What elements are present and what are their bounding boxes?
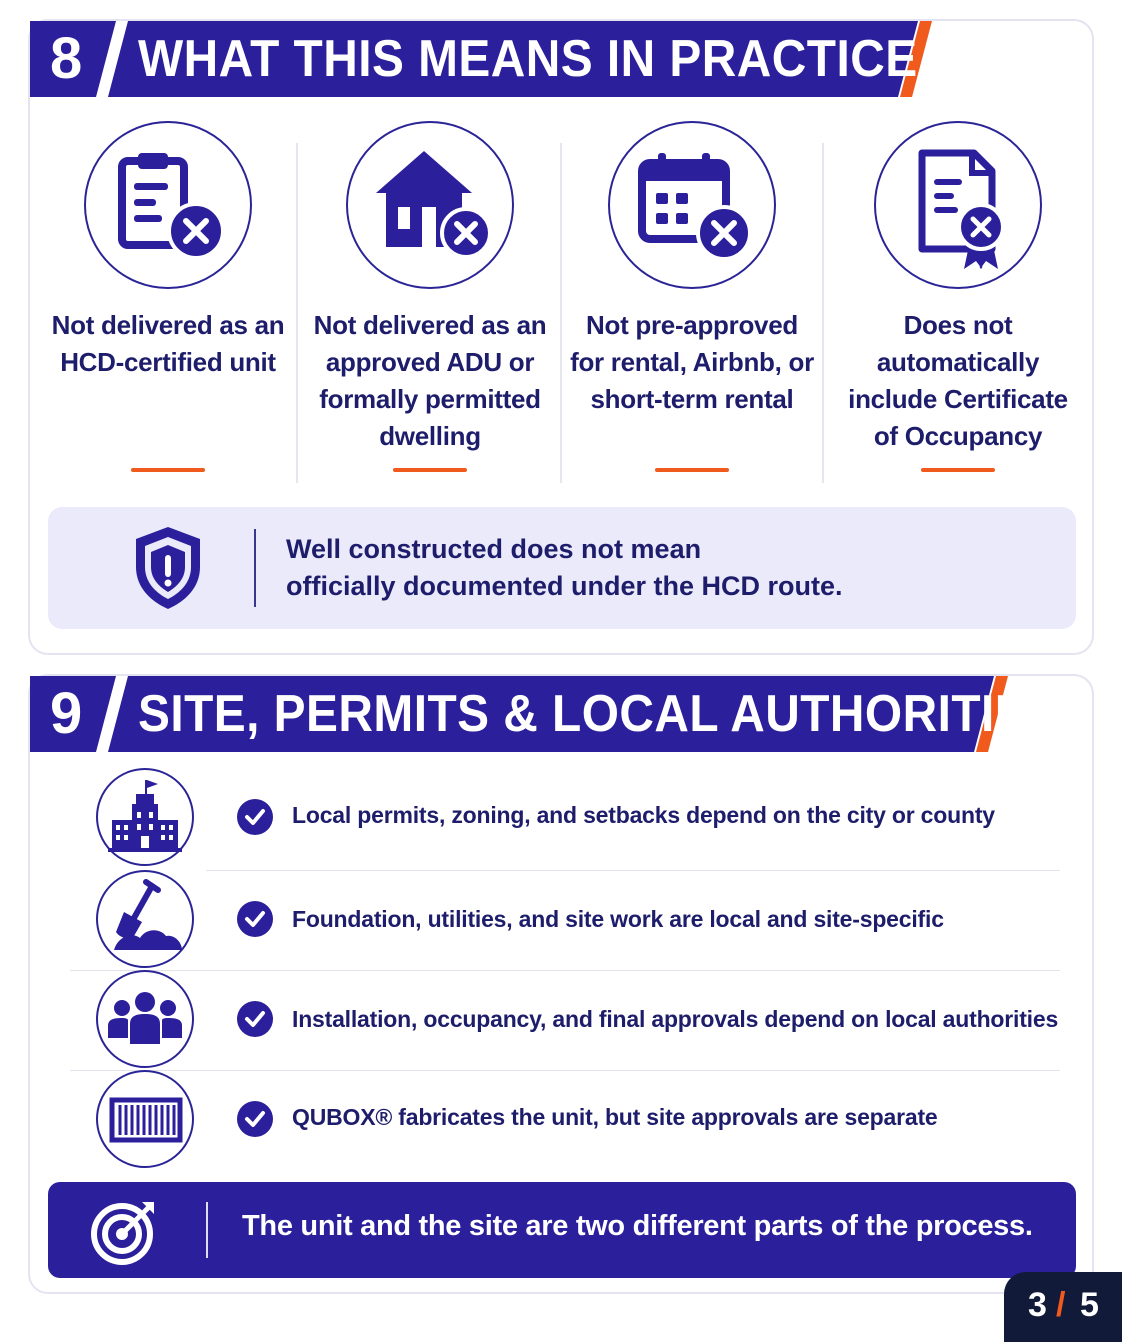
- practice-item-label: Not pre-approved for rental, Airbnb, or short-term rental: [570, 310, 814, 414]
- practice-item-rental: [560, 121, 824, 481]
- practice-item-label: Not delivered as an approved ADU or formally permitted dwelling: [313, 310, 547, 451]
- check-icon: [236, 1000, 274, 1038]
- clipboard-x-icon: [84, 121, 252, 289]
- section-9-header: [30, 676, 1060, 752]
- section-9-card: [28, 674, 1094, 1294]
- accent-dash: [393, 468, 467, 472]
- people-group-icon: [96, 970, 194, 1068]
- shovel-dirt-icon: [96, 870, 194, 968]
- page-current: 3: [1028, 1286, 1047, 1324]
- banner-text: The unit and the site are two different parts of the process.: [242, 1210, 1033, 1242]
- page-indicator: [1004, 1272, 1122, 1342]
- page-total: 5: [1080, 1286, 1099, 1324]
- check-icon: [236, 900, 274, 938]
- note-text: [286, 531, 1046, 605]
- practice-item-label: Does not automatically include Certificate of Occupancy: [848, 310, 1068, 451]
- note-separator: [254, 529, 256, 607]
- section-8-card: [28, 19, 1094, 655]
- practice-item-occupancy: [826, 121, 1090, 481]
- practice-item-label: Not delivered as an HCD-certified unit: [51, 310, 285, 377]
- check-icon: [236, 798, 274, 836]
- note-line-2: officially documented under the HCD route.: [286, 571, 843, 601]
- accent-dash: [131, 468, 205, 472]
- banner-separator: [206, 1202, 208, 1258]
- section-title: WHAT THIS MEANS IN PRACTICE: [138, 30, 918, 88]
- section-title: SITE, PERMITS & LOCAL AUTHORITIES: [138, 685, 1060, 743]
- site-item-text: Foundation, utilities, and site work are local and site-specific: [292, 906, 944, 932]
- section-8-header: [30, 21, 938, 97]
- check-icon: [236, 1100, 274, 1138]
- site-item-approvals: [30, 970, 1092, 1070]
- practice-item-hcd: [36, 121, 300, 481]
- calendar-x-icon: [608, 121, 776, 289]
- certificate-x-icon: [874, 121, 1042, 289]
- site-item-foundation: [30, 870, 1092, 970]
- house-x-icon: [346, 121, 514, 289]
- site-item-qubox: [30, 1070, 1092, 1170]
- practice-item-adu: [298, 121, 562, 481]
- accent-dash: [655, 468, 729, 472]
- shipping-container-icon: [96, 1070, 194, 1168]
- column-divider: [822, 143, 824, 483]
- site-item-text: Local permits, zoning, and setbacks depend on the city or county: [292, 802, 995, 828]
- site-item-text: Installation, occupancy, and final approvals depend on local authorities: [292, 1006, 1059, 1032]
- site-item-permits: [30, 768, 1092, 868]
- target-icon: [88, 1196, 160, 1268]
- shield-warning-icon: [130, 523, 206, 613]
- section-number: 9: [50, 681, 83, 746]
- accent-dash: [921, 468, 995, 472]
- key-note-box: [48, 507, 1076, 629]
- section-number: 8: [50, 26, 83, 91]
- city-hall-icon: [96, 768, 194, 866]
- site-item-text: QUBOX® fabricates the unit, but site approvals are separate: [292, 1104, 938, 1130]
- page-separator: /: [1056, 1286, 1066, 1324]
- note-line-1: Well constructed does not mean: [286, 534, 702, 564]
- summary-banner: [48, 1182, 1076, 1278]
